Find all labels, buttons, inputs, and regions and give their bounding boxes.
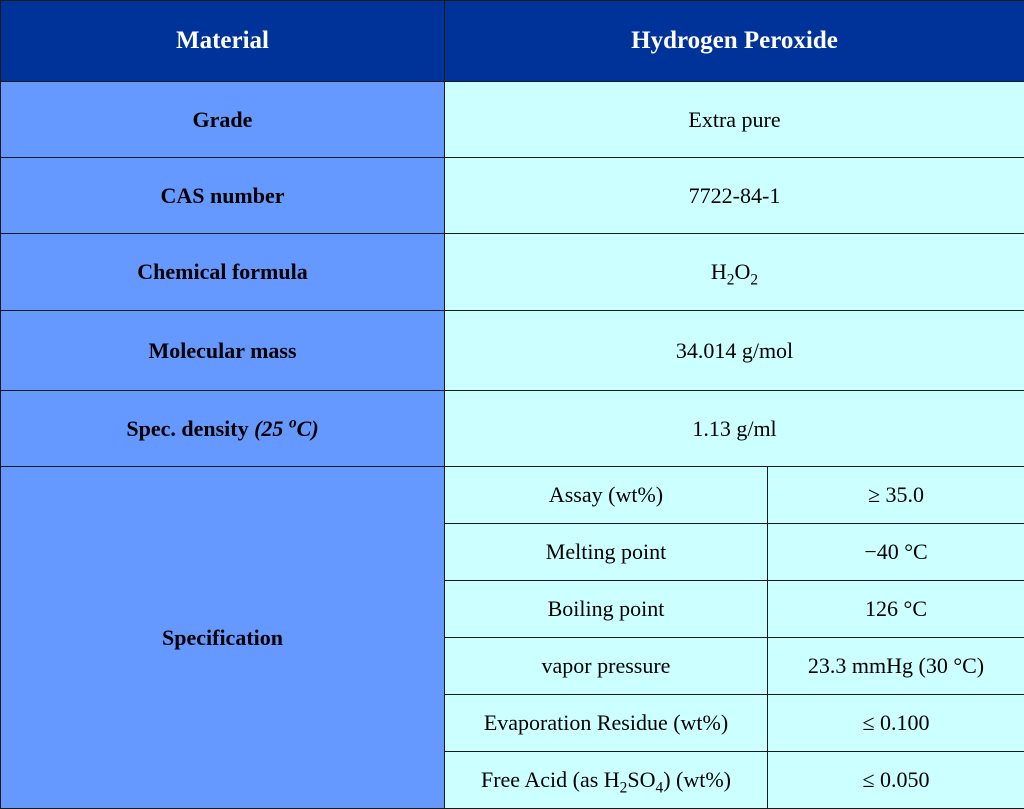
density-label: Spec. density: [126, 416, 248, 441]
material-name-header: Hydrogen Peroxide: [445, 1, 1024, 82]
grade-row: [1, 82, 1024, 158]
cas-value: 7722-84-1: [445, 158, 1024, 234]
spec-value: ≥ 35.0: [768, 467, 1024, 524]
density-value: 1.13 g/ml: [445, 391, 1024, 467]
cas-row: [1, 158, 1024, 234]
free-acid-post: ) (wt%): [663, 767, 731, 792]
header-row: [1, 1, 1024, 82]
specification-label: Specification: [1, 467, 445, 809]
density-condition: [254, 416, 319, 441]
mass-value: 34.014 g/mol: [445, 311, 1024, 391]
spec-value: 23.3 mmHg (30 °C): [768, 638, 1024, 695]
free-acid-sub-1: 2: [620, 779, 628, 796]
density-row: [1, 391, 1024, 467]
formula-value: [445, 234, 1024, 311]
mass-label: Molecular mass: [1, 311, 445, 391]
formula-sub-2: 2: [750, 271, 758, 288]
spec-value: −40 °C: [768, 524, 1024, 581]
cas-label: CAS number: [1, 158, 445, 234]
spec-name: Evaporation Residue (wt%): [445, 695, 768, 752]
free-acid-mid: SO: [627, 767, 655, 792]
spec-row: [1, 467, 1024, 524]
formula-h: H: [711, 259, 727, 284]
spec-value: 126 °C: [768, 581, 1024, 638]
density-cond-post: C): [297, 416, 319, 441]
density-cond-sup: o: [289, 414, 297, 431]
spec-name: Boiling point: [445, 581, 768, 638]
spec-name: [445, 752, 768, 809]
spec-value: ≤ 0.050: [768, 752, 1024, 809]
grade-label: Grade: [1, 82, 445, 158]
density-cond-pre: (25: [254, 416, 289, 441]
formula-o: O: [735, 259, 751, 284]
spec-value: ≤ 0.100: [768, 695, 1024, 752]
formula-sub-1: 2: [727, 271, 735, 288]
spec-name: vapor pressure: [445, 638, 768, 695]
grade-value: Extra pure: [445, 82, 1024, 158]
free-acid-sub-2: 4: [656, 779, 664, 796]
spec-name: Assay (wt%): [445, 467, 768, 524]
mass-row: [1, 311, 1024, 391]
spec-name: Melting point: [445, 524, 768, 581]
formula-row: [1, 234, 1024, 311]
density-label-cell: [1, 391, 445, 467]
formula-label: Chemical formula: [1, 234, 445, 311]
material-header: Material: [1, 1, 445, 82]
free-acid-pre: Free Acid (as H: [481, 767, 620, 792]
